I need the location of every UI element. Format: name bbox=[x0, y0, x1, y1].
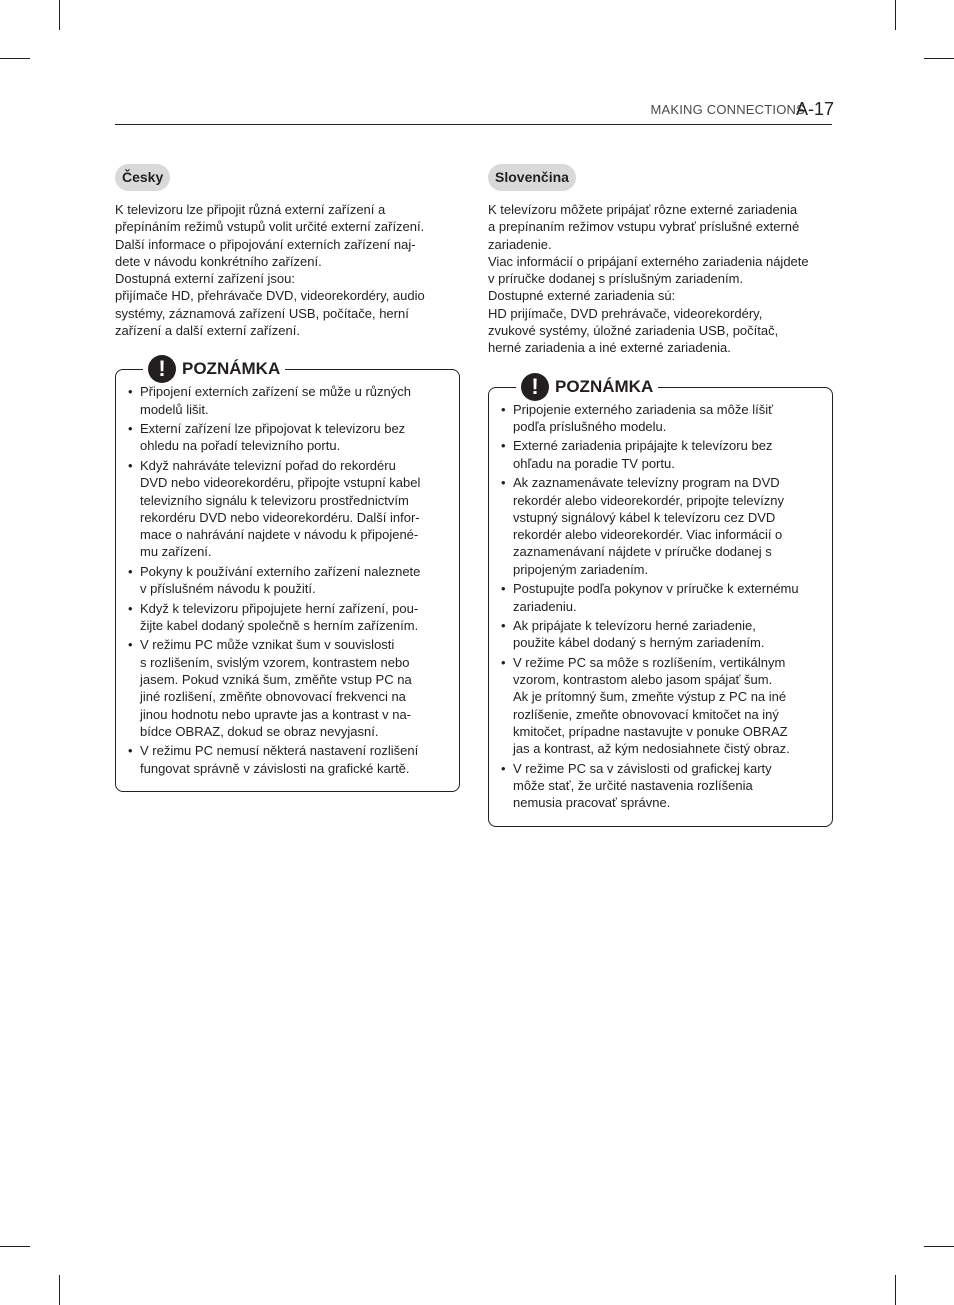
intro-line: K televizoru lze připojit různá externí zařízení a bbox=[115, 202, 386, 217]
note-list bbox=[126, 383, 447, 777]
note-box bbox=[488, 373, 833, 827]
crop-mark bbox=[0, 58, 30, 59]
note-item-line: V režimu PC nemusí některá nastavení rozlišení bbox=[140, 743, 419, 759]
crop-mark bbox=[0, 1246, 30, 1247]
exclamation-icon: ! bbox=[521, 373, 549, 401]
note-item bbox=[126, 636, 447, 740]
note-item-line: bídce OBRAZ, dokud se obraz nevyjasní. bbox=[140, 723, 379, 739]
bullet-icon: • bbox=[501, 438, 506, 454]
note-item-line: V režimu PC může vznikat šum v souvislosti bbox=[140, 637, 395, 653]
note-item-line: rozlíšenie, zmeňte obnovovací kmitočet na iný bbox=[513, 706, 779, 722]
note-item-line: Externí zařízení lze připojovat k televizoru bez bbox=[140, 421, 406, 437]
note-item bbox=[126, 420, 447, 455]
note-item-line: Postupujte podľa pokynov v príručke k externému bbox=[513, 581, 799, 597]
note-item-line: Připojení externích zařízení se může u různých bbox=[140, 384, 411, 400]
note-item-line: Pripojenie externého zariadenia sa môže líšiť bbox=[513, 401, 773, 417]
exclamation-icon: ! bbox=[148, 355, 176, 383]
note-item bbox=[499, 474, 820, 578]
note-item-line: použite kábel dodaný s herným zariadením. bbox=[513, 635, 765, 651]
intro-line: Dostupné externé zariadenia sú: bbox=[488, 288, 676, 304]
note-item bbox=[499, 760, 820, 812]
column-slovak bbox=[488, 164, 833, 827]
note-item-line: vstupný signálový kábel k televízoru cez DVD bbox=[513, 509, 776, 525]
bullet-icon: • bbox=[501, 475, 506, 491]
note-item bbox=[499, 580, 820, 615]
intro-text bbox=[115, 201, 460, 339]
bullet-icon: • bbox=[501, 581, 506, 597]
crop-mark bbox=[895, 0, 896, 30]
intro-line: a prepínaním režimov vstupu vybrať príslušné externé bbox=[488, 219, 800, 235]
intro-line: přijímače HD, přehrávače DVD, videorekordéry, audio bbox=[115, 288, 425, 304]
note-list bbox=[499, 401, 820, 812]
note-item bbox=[126, 457, 447, 561]
header-divider bbox=[115, 124, 832, 125]
page-number: A-17 bbox=[796, 99, 835, 119]
note-item-line: rekordéru DVD nebo videorekordéru. Další infor- bbox=[140, 509, 420, 525]
column-czech bbox=[115, 164, 460, 792]
note-item-line: podľa príslušného modelu. bbox=[513, 418, 667, 434]
crop-mark bbox=[924, 58, 954, 59]
note-item-line: pripojeným zariadením. bbox=[513, 561, 649, 577]
language-badge: Slovenčina bbox=[488, 164, 576, 191]
intro-line: v príručke dodanej s príslušným zariadením. bbox=[488, 271, 744, 287]
note-item-line: DVD nebo videorekordéru, připojte vstupní kabel bbox=[140, 475, 421, 491]
bullet-icon: • bbox=[501, 654, 506, 670]
intro-line: zariadenie. bbox=[488, 236, 552, 252]
note-item-line: modelů lišit. bbox=[140, 401, 209, 417]
crop-mark bbox=[59, 1275, 60, 1305]
intro-line: zvukové systémy, úložné zariadenia USB, počítač, bbox=[488, 323, 779, 339]
bullet-icon: • bbox=[501, 401, 506, 417]
note-item-line: môže stať, že určité nastavenia rozlíšenia bbox=[513, 778, 753, 794]
bullet-icon: • bbox=[128, 743, 133, 759]
note-item-line: kmitočet, prípadne nastavujte v ponuke OBRAZ bbox=[513, 723, 788, 739]
note-item-line: nemusia pracovať správne. bbox=[513, 795, 671, 811]
note-title: POZNÁMKA bbox=[182, 359, 281, 379]
intro-line: dete v návodu konkrétního zařízení. bbox=[115, 253, 322, 269]
note-item-line: Ak zaznamenávate televízny program na DVD bbox=[513, 475, 780, 491]
note-item-line: V režime PC sa v závislosti od grafickej karty bbox=[513, 760, 772, 776]
note-item-line: Externé zariadenia pripájajte k televízoru bez bbox=[513, 438, 773, 454]
bullet-icon: • bbox=[128, 384, 133, 400]
intro-line: zařízení a další externí zařízení. bbox=[115, 323, 300, 339]
bullet-icon: • bbox=[128, 421, 133, 437]
crop-mark bbox=[924, 1246, 954, 1247]
note-item-line: vzorom, kontrastom alebo jasom spájať šum. bbox=[513, 672, 773, 688]
crop-mark bbox=[59, 0, 60, 30]
note-item bbox=[126, 383, 447, 418]
intro-line: Viac informácií o pripájaní externého zariadenia nájdete bbox=[488, 253, 809, 269]
intro-line: přepínáním režimů vstupů volit určité externí zařízení. bbox=[115, 219, 425, 235]
note-item-line: V režime PC sa môže s rozlíšením, vertikálnym bbox=[513, 654, 786, 670]
bullet-icon: • bbox=[128, 637, 133, 653]
note-item-line: v příslušném návodu k použití. bbox=[140, 581, 316, 597]
note-item bbox=[126, 742, 447, 777]
note-item-line: rekordér alebo videorekordér. Viac informácií o bbox=[513, 527, 783, 543]
note-item-line: jas a kontrast, až kým nedosiahnete čistý obraz. bbox=[513, 741, 790, 757]
note-item-line: fungovat správně v závislosti na grafické kartě. bbox=[140, 760, 410, 776]
section-title: MAKING CONNECTIONS bbox=[650, 102, 805, 117]
note-item-line: Když k televizoru připojujete herní zařízení, pou- bbox=[140, 600, 419, 616]
note-header bbox=[143, 354, 285, 384]
note-item-line: zariadeniu. bbox=[513, 598, 577, 614]
note-item bbox=[499, 401, 820, 436]
note-item-line: jasem. Pokud vzniká šum, změňte vstup PC na bbox=[140, 672, 412, 688]
note-item-line: mace o nahrávání najdete v návodu k připojené- bbox=[140, 527, 419, 543]
note-item bbox=[126, 563, 447, 598]
crop-mark bbox=[895, 1275, 896, 1305]
note-item-line: mu zařízení. bbox=[140, 544, 212, 560]
intro-text bbox=[488, 201, 833, 357]
note-item-line: ohledu na pořadí televizního portu. bbox=[140, 438, 341, 454]
note-item-line: s rozlišením, svislým vzorem, kontrastem nebo bbox=[140, 654, 410, 670]
bullet-icon: • bbox=[128, 600, 133, 616]
intro-line: systémy, záznamová zařízení USB, počítače, herní bbox=[115, 305, 409, 321]
intro-line: HD prijímače, DVD prehrávače, videorekordéry, bbox=[488, 305, 763, 321]
note-header bbox=[516, 372, 658, 402]
note-item-line: jiné rozlišení, změňte obnovovací frekvenci na bbox=[140, 689, 406, 705]
note-item bbox=[126, 600, 447, 635]
bullet-icon: • bbox=[128, 457, 133, 473]
note-item-line: jinou hodnotu nebo upravte jas a kontrast v na- bbox=[140, 706, 412, 722]
note-item-line: televizního signálu k televizoru prostřednictvím bbox=[140, 492, 409, 508]
note-item-line: žijte kabel dodaný společně s herním zařízením. bbox=[140, 617, 419, 633]
note-title: POZNÁMKA bbox=[555, 376, 654, 396]
note-item-line: Pokyny k používání externího zařízení naleznete bbox=[140, 563, 421, 579]
bullet-icon: • bbox=[501, 617, 506, 633]
note-item-line: Ak je prítomný šum, zmeňte výstup z PC na iné bbox=[513, 689, 787, 705]
note-item bbox=[499, 437, 820, 472]
intro-line: herné zariadenia a iné externé zariadenia. bbox=[488, 340, 731, 356]
bullet-icon: • bbox=[501, 760, 506, 776]
language-badge: Česky bbox=[115, 164, 170, 191]
note-item-line: Když nahráváte televizní pořad do rekordéru bbox=[140, 457, 396, 473]
note-item-line: ohľadu na poradie TV portu. bbox=[513, 455, 675, 471]
note-item-line: rekordér alebo videorekordér, pripojte televízny bbox=[513, 492, 784, 508]
note-box bbox=[115, 356, 460, 792]
intro-line: Další informace o připojování externích zařízení naj- bbox=[115, 236, 416, 252]
note-item-line: zaznamenávaní nájdete v príručke dodanej s bbox=[513, 544, 772, 560]
bullet-icon: • bbox=[128, 563, 133, 579]
note-item bbox=[499, 654, 820, 758]
note-item bbox=[499, 617, 820, 652]
note-item-line: Ak pripájate k televízoru herné zariadenie, bbox=[513, 617, 756, 633]
intro-line: Dostupná externí zařízení jsou: bbox=[115, 271, 295, 287]
intro-line: K televízoru môžete pripájať rôzne externé zariadenia bbox=[488, 202, 798, 217]
